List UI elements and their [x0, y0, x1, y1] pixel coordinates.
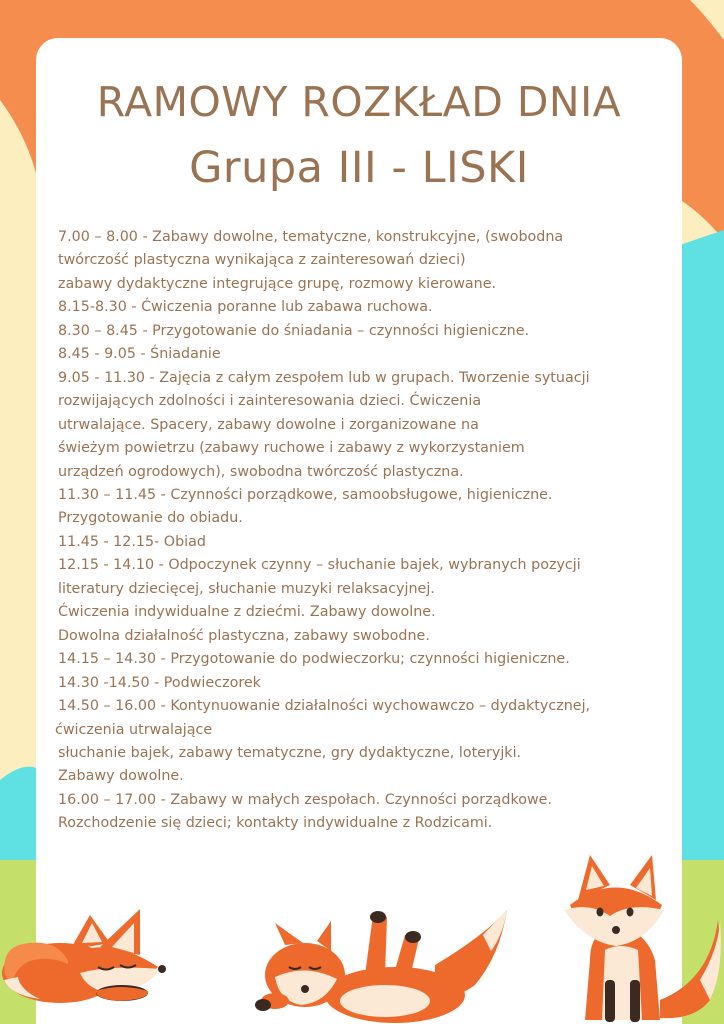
schedule-line: 12.15 - 14.10 - Odpoczynek czynny – słuchanie bajek, wybranych pozycji [58, 557, 581, 574]
schedule-line: 11.45 - 12.15- Obiad [58, 533, 206, 550]
sleeping-fox-illustration [0, 895, 175, 1005]
schedule-line: 8.45 - 9.05 - Śniadanie [58, 346, 221, 363]
schedule-line: ćwiczenia utrwalające [55, 721, 213, 738]
rolling-fox-illustration [245, 905, 510, 1024]
daily-schedule [55, 226, 685, 836]
schedule-line: Przygotowanie do obiadu. [58, 510, 243, 527]
schedule-line: literatury dziecięcej, słuchanie muzyki relaksacyjnej. [58, 580, 435, 597]
schedule-line: Dowolna działalność plastyczna, zabawy swobodne. [58, 627, 430, 644]
schedule-line: 14.50 – 16.00 - Kontynuowanie działalności wychowawczo – dydaktycznej, [58, 698, 591, 715]
schedule-line: 14.15 – 14.30 - Przygotowanie do podwieczorku; czynności higieniczne. [58, 651, 570, 668]
schedule-line: twórczość plastyczna wynikająca z zainteresowań dzieci) [58, 252, 466, 269]
schedule-line: Zabawy dowolne. [58, 768, 184, 785]
schedule-line: 7.00 – 8.00 - Zabawy dowolne, tematyczne, konstrukcyjne, (swobodna [58, 229, 564, 245]
schedule-line: rozwijających zdolności i zainteresowania dzieci. Ćwiczenia [58, 393, 482, 410]
schedule-line: słuchanie bajek, zabawy tematyczne, gry dydaktyczne, loteryjki. [58, 744, 522, 761]
schedule-line: 14.30 -14.50 - Podwieczorek [58, 674, 261, 691]
schedule-line: 9.05 - 11.30 - Zajęcia z całym zespołem lub w grupach. Tworzenie sytuacji [58, 369, 590, 386]
schedule-line: 16.00 – 17.00 - Zabawy w małych zespołach. Czynności porządkowe. [58, 791, 552, 808]
schedule-line: Ćwiczenia indywidualne z dziećmi. Zabawy dowolne. [58, 604, 436, 621]
schedule-line: 11.30 – 11.45 - Czynności porządkowe, samoobsługowe, higieniczne. [58, 486, 553, 503]
page-title: RAMOWY ROZKŁAD DNIA [96, 78, 622, 126]
group-subtitle: Grupa III - LISKI [189, 143, 529, 193]
sitting-fox-illustration [560, 850, 724, 1024]
schedule-line: Rozchodzenie się dzieci; kontakty indywidualne z Rodzicami. [58, 815, 493, 832]
schedule-line: utrwalające. Spacery, zabawy dowolne i zorganizowane na [58, 416, 479, 433]
schedule-line: 8.30 – 8.45 - Przygotowanie do śniadania – czynności higieniczne. [58, 322, 530, 339]
schedule-line: zabawy dydaktyczne integrujące grupę, rozmowy kierowane. [58, 275, 497, 292]
schedule-line: 8.15-8.30 - Ćwiczenia poranne lub zabawa ruchowa. [58, 299, 433, 316]
schedule-line: świeżym powietrzu (zabawy ruchowe i zabawy z wykorzystaniem [58, 440, 525, 457]
schedule-line: urządzeń ogrodowych), swobodna twórczość plastyczna. [58, 463, 464, 480]
